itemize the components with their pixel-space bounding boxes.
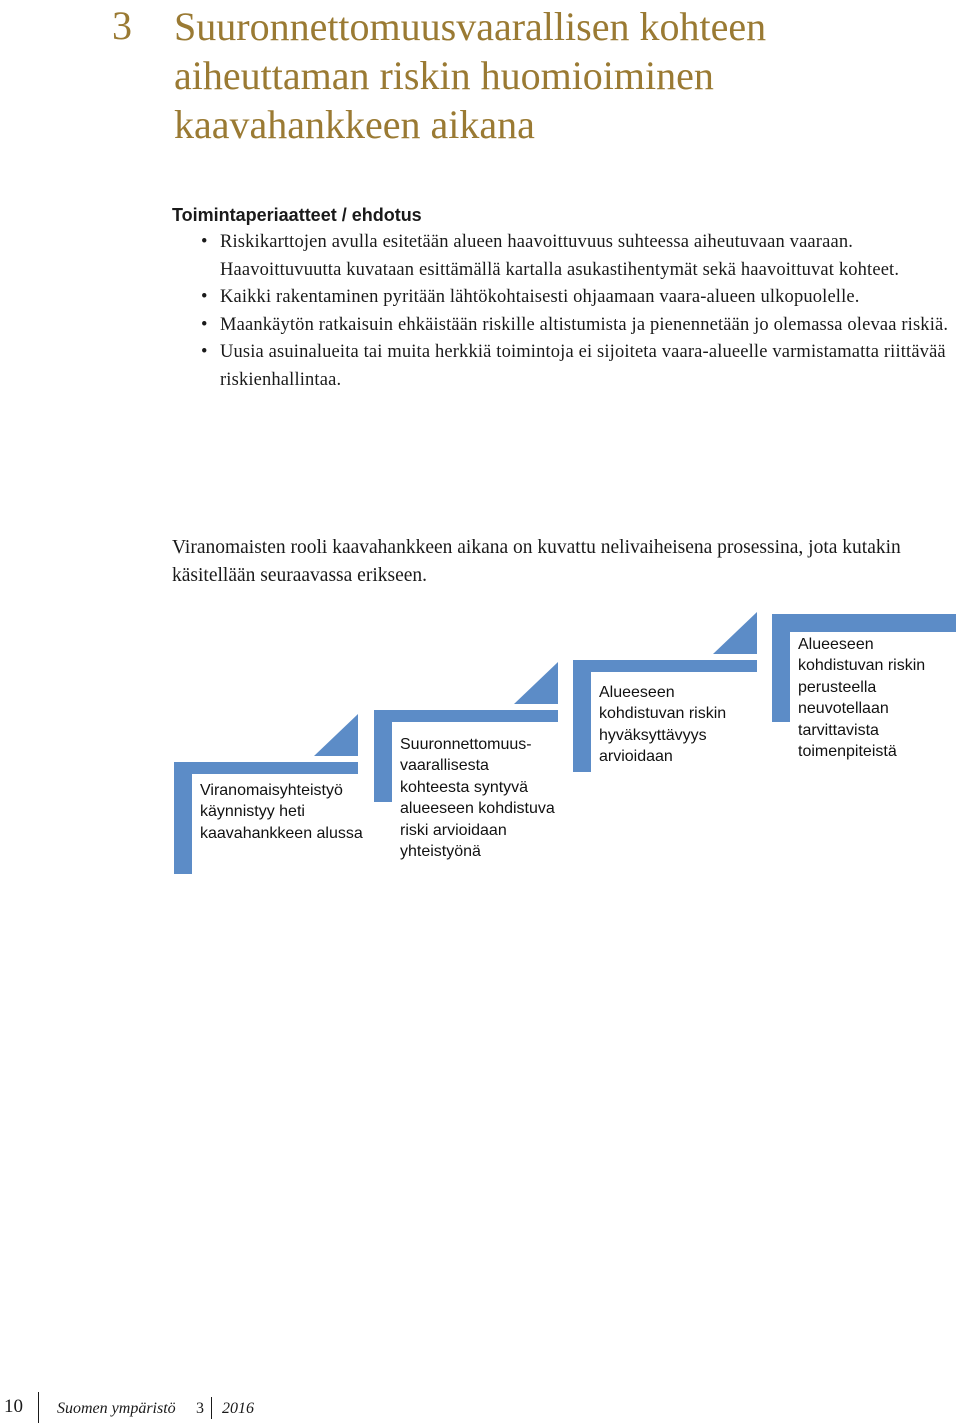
bullet-icon: •: [201, 314, 208, 335]
intro-paragraph: Viranomaisten rooli kaavahankkeen aikana on kuvattu nelivaiheisena prosessina, jota kutakin käsitellään seuraavassa erikseen.: [172, 537, 901, 586]
process-step-1: [174, 714, 363, 876]
policy-list: [172, 229, 960, 394]
issue-number: 3: [196, 1400, 204, 1417]
list-item: [172, 284, 960, 312]
policy-heading: Toimintaperiaatteet / ehdotus: [172, 205, 422, 225]
policy-box: [172, 202, 960, 394]
footer-separator: [211, 1397, 212, 1419]
list-item-text: Riskikarttojen avulla esitetään alueen haavoittuvuus suhteessa aiheutuvaan vaaraan. Haavoittuvuutta kuvataan esittämällä kartalla asukastihentymät sekä haavoittuvat kohteet.: [220, 232, 900, 280]
step-label: Alueeseen kohdistuvan riskin hyväksyttävyys arvioidaan: [599, 684, 727, 766]
chapter-number: 3: [112, 3, 132, 48]
list-item-text: Maankäytön ratkaisuin ehkäistään riskille altistumista ja pienennetään jo olemassa olevaa riskiä.: [220, 314, 949, 335]
publication-name: Suomen ympäristö: [57, 1400, 176, 1417]
list-item: [172, 229, 960, 284]
step-label: Viranomaisyhteistyö käynnistyy heti kaavahankkeen alussa: [200, 782, 363, 842]
bullet-icon: •: [201, 232, 208, 252]
step-label: Alueeseen kohdistuvan riskin perusteella neuvotellaan tarvittavista toimenpiteistä: [798, 636, 926, 761]
bullet-icon: •: [201, 342, 208, 362]
list-item: [172, 339, 960, 394]
process-step-4: [772, 614, 958, 761]
step-label: Suuronnettomuus-vaarallisesta kohteesta syntyvä alueeseen kohdistuva riski arvioidaan yhteistyönä: [400, 736, 555, 861]
publication-year: 2016: [222, 1400, 254, 1417]
bullet-icon: •: [201, 287, 208, 307]
list-item-text: Kaikki rakentaminen pyritään lähtökohtaisesti ohjaamaan vaara-alueen ulkopuolelle.: [220, 287, 860, 307]
list-item: [172, 312, 960, 340]
footer-divider: [38, 1392, 39, 1423]
process-step-3: [573, 612, 759, 774]
process-step-2: [374, 662, 560, 861]
chapter-title: Suuronnettomuusvaarallisen kohteen aiheuttaman riskin huomioiminen kaavahankkeen aikana: [174, 4, 767, 147]
page-number: 10: [4, 1396, 23, 1417]
list-item-text: Uusia asuinalueita tai muita herkkiä toimintoja ei sijoiteta vaara-alueelle varmistamatta riittävää riskienhallintaa.: [220, 342, 946, 390]
page-footer: [0, 1392, 960, 1423]
